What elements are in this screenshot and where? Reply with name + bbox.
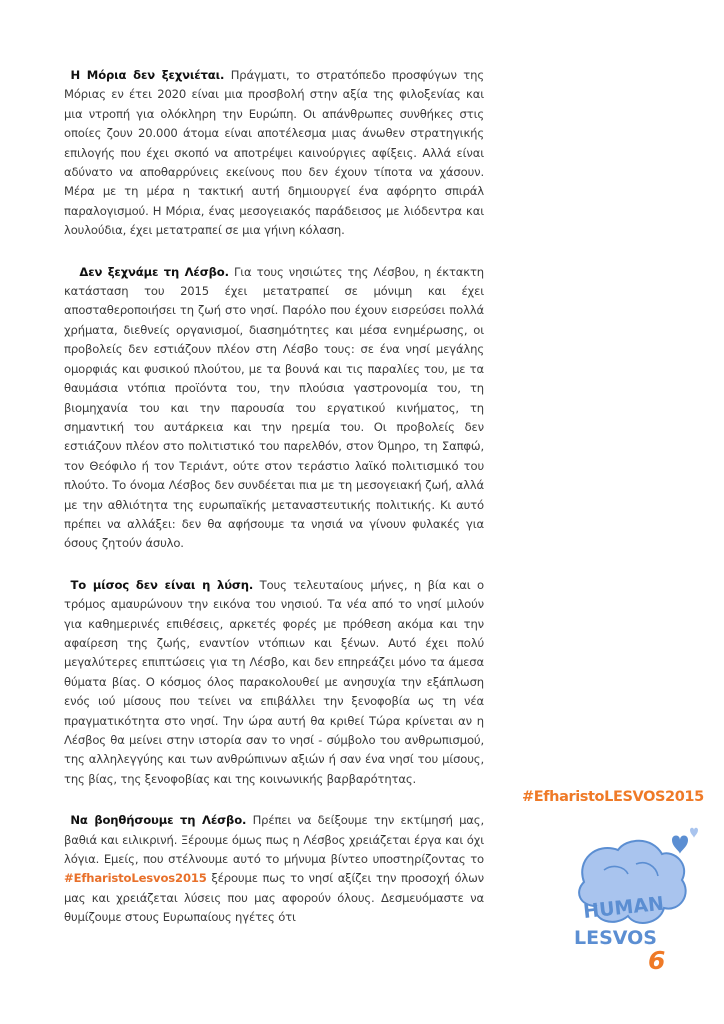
page-number: 6 [648,946,666,975]
inline-hashtag: #EfharistoLesvos2015 [64,871,207,886]
heart-icon [690,828,698,838]
logo-text-human: HUMAN [582,892,665,923]
paragraph-lead: Το μίσος δεν είναι η λύση. [70,577,254,592]
paragraph-text: Τους τελευταίους μήνες, η βία και ο τρόμος αμαυρώνουν την εικόνα του νησιού. Τα νέα από το νησί μιλούν για καθημερινές επιθέσεις, αρκετές φορές με πρόθεση ακόμα και την αφαίρεση της ζωής, εναντίον ντόπιων και ξένων. Αυτό έχει πολύ μεγαλύτερες επιπτώσεις για τη Λέσβο, και δεν επηρεάζει μόνο τα άμεσα θύματα βίας. Ο κόσμος όλος παρακολουθεί με ανησυχία την εξάπλωση ενός ιού μίσους που τείνει να επιβάλλει την ξενοφοβία ως τη νέα πραγματικότητα στο νησί. Την ώρα αυτή θα κριθεί Τώρα κρίνεται αν η Λέσβος θα μείνει στην ιστορία σαν το νησί - σύμβολο του ανθρωπισμού, της αλληλεγγύης και των ανθρώπινων αξιών ή σαν ένα νησί του μίσους, της βίας, της ξενοφοβίας και της κοινωνικής βαρβαρότητας. [64,577,484,786]
paragraph-lead: Να βοηθήσουμε τη Λέσβο. [70,813,247,828]
heart-icon [672,836,688,855]
paragraph-text: Πράγματι, το στρατόπεδο προσφύγων της Μόριας εν έτει 2020 είναι μια προσβολή στην αξία της φιλοξενίας και μια ντροπή για ολόκληρη την Ευρώπη. Οι απάνθρωπες συνθήκες στις οποίες ζουν 20.000 άτομα είναι αποτέλεσμα μιας άνωθεν στρατηγικής επιλογής που έχει σκοπό να αποτρέψει καινούργιες αφίξεις. Αλλά είναι αδύνατο να αποθαρρύνεις εκείνους που δεν έχουν τίποτα να χάσουν. Μέρα με τη μέρα η τακτική αυτή δημιουργεί ένα αφόρητο σπιράλ παραλογισμού. Η Μόρια, ένας μεσογειακός παράδεισος με λιόδεντρα και λουλούδια, έχει μετατραπεί σε μια γήινη κόλαση. [64,68,484,238]
paragraph-help [64,811,484,927]
paragraph-text: Πρέπει να δείξουμε την εκτίμησή μας, βαθιά και ειλικρινή. Ξέρουμε όμως πως η Λέσβος χρειάζεται έργα και όχι λόγια. Εμείς, που στέλνουμε αυτό το μήνυμα βίντεο υποστηρίζοντας το [64,813,484,867]
paragraph-lead: Δεν ξεχνάμε τη Λέσβο. [79,264,229,279]
side-hashtag: #EfharistoLESVOS2015 [522,789,704,805]
paragraph-lead: Η Μόρια δεν ξεχνιέται. [70,68,225,82]
paragraph-text: ξέρουμε πως το νησί αξίζει την προσοχή όλων μας και χρειάζεται λύσεις που μας αφορούν όλους. Δεσμευόμαστε να θυμίζουμε στους Ευρωπαίους ηγέτες ότι [64,871,484,925]
paragraph-lesvos [64,263,484,554]
paragraph-text: Για τους νησιώτες της Λέσβου, η έκτακτη κατάσταση του 2015 έχει μετατραπεί σε μόνιμη και έχει αποσταθεροποιήσει τη ζωή στο νησί. Παρόλο που έχουν εισρεύσει πολλά χρήματα, διεθνείς οργανισμοί, διασημότητες και μέσα ενημέρωσης, οι προβολείς δεν εστιάζουν πλέον στη Λέσβο τους: σε ένα νησί μεγάλης ομορφιάς και φυσικού πλούτου, με τα βουνά και τις παραλίες του, με τα θαυμάσια ντόπια προϊόντα του, την πλούσια γαστρονομία του, τη βιομηχανία του και την παρουσία του εργατικού κινήματος, τη σημαντική του αυτάρκεια και την ηρεμία του. Οι προβολείς δεν εστιάζουν πλέον στο πολιτιστικό του παρελθόν, στον Όμηρο, τη Σαπφώ, τον Θεόφιλο ή τον Τεριάντ, ούτε στον τεράστιο λαϊκό πολιτισμικό του πλούτο. Το όνομα Λέσβος δεν συνδέεται πια με τη μεσογειακή ζωή, αλλά με την αθλιότητα της ευρωπαϊκής μεταναστευτικής πολιτικής. Κι αυτό πρέπει να αλλάξει: δεν θα αφήσουμε τα νησιά να γίνουν φυλακές για όσους ζητούν άσυλο. [64,264,484,551]
human-lesvos-logo [566,820,706,970]
article-column [64,66,484,950]
logo-text-lesvos: LESVOS [574,927,657,949]
paragraph-moria [64,66,484,241]
paragraph-hate [64,576,484,789]
